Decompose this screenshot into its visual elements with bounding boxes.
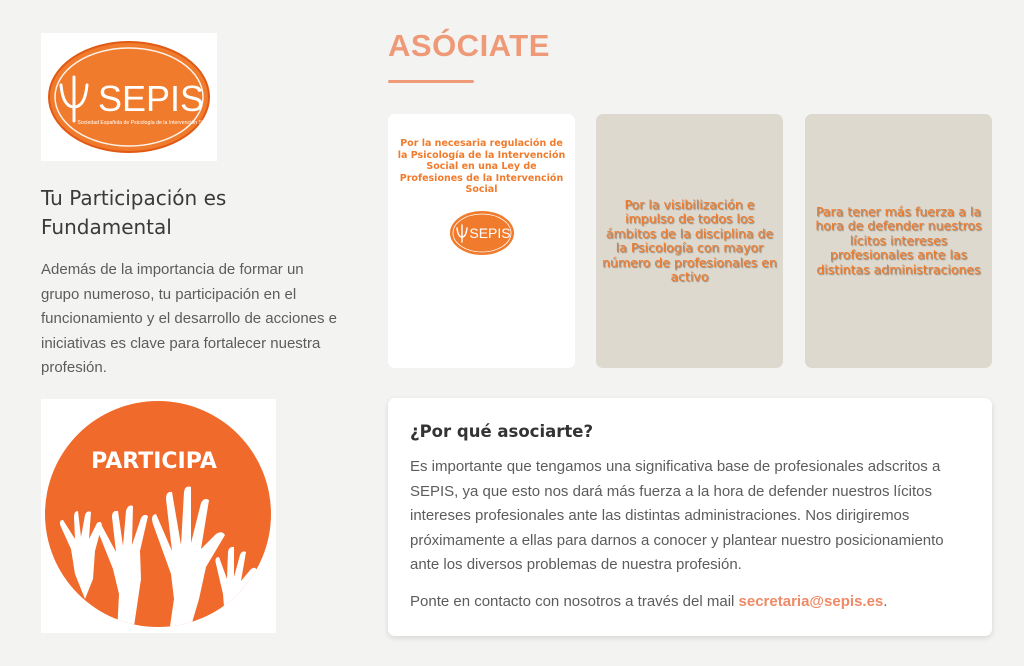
- card-text: Para tener más fuerza a la hora de defender nuestros lícitos intereses profesionales ante las distintas administraciones: [815, 203, 982, 277]
- participation-text: Además de la importancia de formar un grupo numeroso, tu participación en el funcionamiento y el desarrollo de acciones e iniciativas es clave para fortalecer nuestra profesión.: [41, 261, 338, 376]
- why-join-box: [388, 398, 992, 636]
- why-title: ¿Por qué asociarte?: [410, 422, 594, 441]
- sepis-mini-logo: [449, 210, 515, 256]
- card-text: Por la visibilización e impulso de todos los ámbitos de la disciplina de la Psicología con mayor número de profesionales en activo: [602, 196, 777, 284]
- contact-prefix: Ponte en contacto con nosotros a través del mail: [410, 592, 735, 610]
- participation-title: Tu Participación es Fundamental: [41, 186, 227, 239]
- reason-card-visibility: [596, 114, 783, 368]
- participa-graphic: [41, 399, 276, 633]
- mini-logo-wordmark: SEPIS: [468, 224, 511, 241]
- card-text: Por la necesaria regulación de la Psicología de la Intervención Social en una Ley de Profesiones de la Intervención Social: [397, 138, 566, 195]
- reason-card-strength: [805, 114, 992, 368]
- section-title: ASÓCIATE: [388, 28, 550, 63]
- why-text: Es importante que tengamos una significativa base de profesionales adscritos a SEPIS, ya que esto nos dará más fuerza a la hora de defender nuestros lícitos intereses profesionales ante las distintas administraciones. Nos dirigiremos próximamente a ellas para darnos a conocer y plantear nuestro posicionamiento ante los diversos problemas de nuestra profesión.: [410, 458, 944, 573]
- title-underline: [388, 80, 474, 83]
- contact-line: [410, 590, 970, 614]
- participa-label: PARTICIPA: [91, 449, 217, 474]
- logo-subtitle: Sociedad Española de Psicología de la Intervención Social: [77, 120, 213, 126]
- sepis-logo-graphic: [41, 33, 217, 161]
- participa-image: [41, 399, 276, 633]
- sepis-logo: [41, 33, 217, 161]
- logo-wordmark: SEPIS: [97, 78, 205, 119]
- contact-suffix: .: [883, 592, 888, 610]
- reason-card-regulation: [388, 114, 575, 368]
- email-link[interactable]: secretaria@sepis.es: [738, 592, 884, 610]
